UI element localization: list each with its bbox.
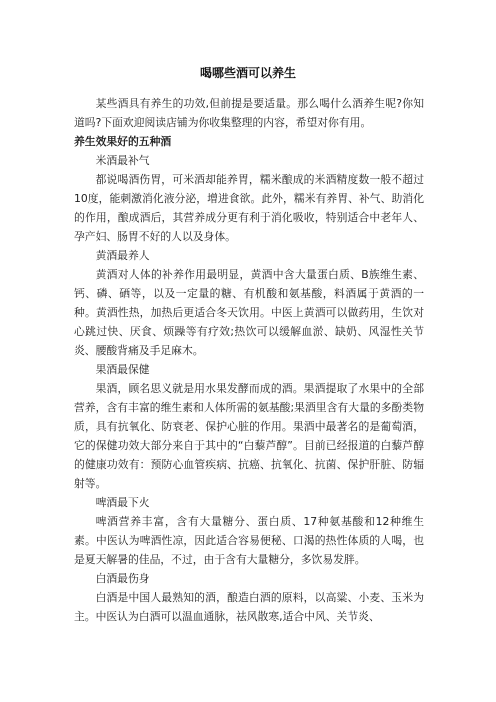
- document-body: [74, 94, 424, 626]
- item-subtitle: 果酒最保健: [95, 363, 150, 376]
- section-heading: 养生效果好的五种酒: [74, 135, 172, 148]
- document-title: 喝哪些酒可以养生: [199, 66, 296, 80]
- item-body: 果酒，顾名思义就是用水果发酵而成的酒。果酒提取了水果中的全部营养，含有丰富的维生素和人体所需的氨基酸;果酒里含有大量的多酚类物质，具有抗氧化、防衰老、保护心脏的作用。果酒中最著名的是葡萄酒，它的保健功效大部分来自于其中的“白藜芦醇”。目前已经报道的白藜芦醇的健康功效有：预防心血管疾病、抗癌、抗氧化、抗菌、保护肝脏、防辐射等。: [74, 382, 424, 490]
- item-subtitle: 白酒最伤身: [95, 572, 150, 585]
- item-body: 白酒是中国人最熟知的酒，酿造白酒的原料，以高粱、小麦、玉米为主。中医认为白酒可以温血通脉，祛风散寒,适合中风、关节炎、: [74, 591, 424, 623]
- item-body: 黄酒对人体的补养作用最明显，黄酒中含大量蛋白质、B族维生素、钙、磷、硒等，以及一定量的糖、有机酸和氨基酸，料酒属于黄酒的一种。黄酒性热，加热后更适合冬天饮用。中医上黄酒可以做药用，生饮对心跳过快、厌食、烦躁等有疗效;热饮可以缓解血淤、缺奶、风湿性关节炎、腰酸背痛及手足麻木。: [74, 268, 424, 357]
- item-subtitle: 啤酒最下火: [95, 496, 150, 509]
- item-body: 都说喝酒伤胃，可米酒却能养胃，糯米酿成的米酒精度数一般不超过10度，能刺激消化液分泌，增进食欲。此外，糯米有养胃、补气、助消化的作用，酿成酒后，其营养成分更有利于消化吸收，特别适合中老年人、孕产妇、肠胃不好的人以及身体。: [74, 173, 424, 243]
- item-subtitle: 黄酒最养人: [95, 249, 150, 262]
- item-body: 啤酒营养丰富，含有大量糖分、蛋白质、17种氨基酸和12种维生素。中医认为啤酒性凉，因此适合容易便秘、口渴的热性体质的人喝，也是夏天解暑的佳品，不过，由于含有大量糖分，多饮易发胖。: [74, 515, 424, 566]
- item-subtitle: 米酒最补气: [95, 154, 150, 167]
- intro-paragraph: 某些酒具有养生的功效,但前提是要适量。那么喝什么酒养生呢?你知道吗?下面欢迎阅读店铺为你收集整理的内容，希望对你有用。: [74, 97, 424, 129]
